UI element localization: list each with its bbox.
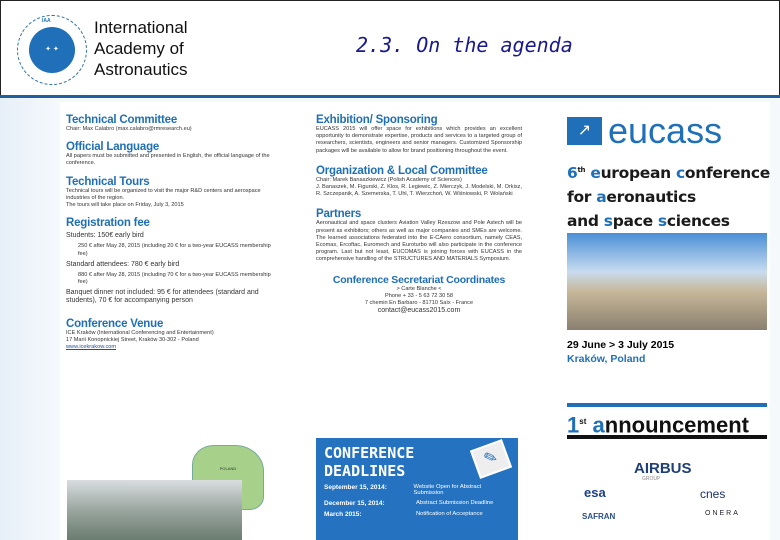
heading-partners: Partners [316, 208, 362, 221]
map-label: POLAND [219, 466, 237, 471]
deadline-text: Notification of Acceptance [416, 511, 483, 517]
esa-logo: esa [584, 485, 606, 500]
t: a [596, 188, 607, 207]
deadline-text: Website Open for Abstract Submission [413, 484, 482, 496]
airbus-group-text: GROUP [642, 476, 661, 482]
tours-date: The tours will take place on Friday, July 3, 2015 [66, 202, 184, 209]
checklist-pencil-icon: ✎ [470, 439, 512, 479]
t: for [567, 188, 597, 207]
slide-title: 2.3. On the agenda [356, 33, 573, 57]
announcement-banner [567, 403, 767, 439]
t: onference [684, 164, 771, 183]
heading-conference-venue: Conference Venue [66, 317, 164, 330]
star-constellation-icon: ✦ ✦ [29, 27, 75, 73]
secretariat-line: > Carte Blanche < [396, 285, 442, 292]
partners-text: Aeronautical and space clusters Aviation Valley Rzeszow and Pole Astech will be present as exhibitors; others as well as major companies and SMEs are welcome. The learned associations federated into the E-CAero consortium, namely CEAS, Ecomas, Ercoftac, Euromech and Euroturbo will also participate in the conference program. Last but not least, EUCOMAS is joining forces with EUCASS in the comprehensive handling of the STRUCTURES AND MATERIALS Symposium. [316, 220, 522, 263]
fee-students-late: 250 € after May 28, 2015 (including 20 € for a two-year EUCASS membership fee) [78, 243, 271, 257]
t: st [579, 417, 587, 426]
deadline-date: September 15, 2014: [324, 484, 387, 491]
deadline-row [324, 511, 510, 518]
heading-technical-committee: Technical Committee [66, 114, 178, 126]
iaa-seal-logo [17, 15, 87, 85]
deadline-date: March 2015: [324, 511, 362, 518]
organization-name [94, 17, 188, 80]
city: Kraków, Poland [567, 353, 646, 365]
deadline-date: December 15, 2014: [324, 500, 385, 507]
t: 6 [567, 164, 578, 183]
deadlines-title: DEADLINES [324, 462, 406, 480]
heading-registration-fee: Registration fee [66, 217, 150, 230]
exhibition-text: EUCASS 2015 will offer space for exhibitions which provides an excellent opportunity to demonstrate expertise, products and services to a targeted group of researchers, scientists, engineers and senior managers. Customized Sponsorship packages will be available to allow for brand positioning throughout the event. [316, 126, 522, 154]
brochure-left-column [66, 114, 281, 351]
t: s [657, 212, 667, 231]
t: th [577, 166, 586, 174]
fee-students: Students: 150€ early bird [66, 232, 144, 240]
eucass-wordmark: eucass [608, 110, 723, 151]
t: and [567, 212, 604, 231]
t: s [603, 212, 613, 231]
heading-official-language: Official Language [66, 141, 160, 154]
t: uropean [600, 164, 676, 183]
t: 1 [567, 412, 580, 438]
secretariat-phone: Phone + 33 - 5 63 72 30 58 [385, 292, 453, 299]
deadlines-title: CONFERENCE [324, 444, 415, 462]
tours-text: Technical tours will be organized to visit the major R&D centers and aerospace industries of the region. [66, 187, 261, 201]
t: a [592, 412, 605, 438]
org-line: Astronautics [94, 60, 188, 79]
deadline-row [324, 500, 510, 507]
date-range: 29 June > 3 July 2015 [567, 339, 675, 351]
org-line: International [94, 18, 188, 37]
safran-logo: SAFRAN [582, 512, 616, 521]
language-text: All papers must be submitted and presented in English, the official language of the conference. [66, 153, 270, 167]
venue-photo [67, 480, 242, 540]
venue-address: 17 Marii Konopnickiej Street, Kraków 30-302 - Poland [66, 337, 199, 344]
deadline-row [324, 484, 510, 496]
krakow-square-photo [567, 233, 767, 330]
chair-text: Chair: Max Calabro (max.calabro@rmresearch.eu) [66, 126, 192, 132]
brochure-middle-column [316, 114, 522, 314]
slide-header [0, 0, 780, 95]
t: e [590, 164, 601, 183]
t: eronautics [606, 188, 696, 207]
conference-dates [567, 338, 674, 366]
organization-members: J. Banaszek, M. Figurski, Z. Klos, R. Legiewic, Z. Mierczyk, J. Modelski, M. Orkisz, R. Szczepanik, A. Szemerska, T. Uhl, T. Wierzchoń, W. Wiśniowski, P. Wolański [316, 184, 522, 198]
deadline-text: Abstract Submission Deadline [416, 500, 494, 506]
secretariat-address: 7 chemin En Barbaro - 81710 Saïx - France [364, 300, 474, 307]
rocket-icon: ↗ [567, 117, 602, 145]
heading-organization: Organization & Local Committee [316, 164, 488, 177]
onera-logo: ONERA [705, 510, 740, 517]
fee-standard: Standard attendees: 780 € early bird [66, 260, 180, 268]
fee-standard-late: 880 € after May 28, 2015 (including 70 € for a two-year EUCASS membership fee) [78, 272, 271, 286]
conference-name [567, 158, 770, 233]
heading-exhibition: Exhibition/ Sponsoring [316, 114, 438, 126]
t: nnouncement [604, 412, 749, 438]
fee-banquet: Banquet dinner not included: 95 € for attendees (standard and students), 70 € for accompanying person [66, 289, 259, 304]
heading-secretariat: Conference Secretariat Coordinates [332, 273, 506, 286]
t: ciences [666, 212, 730, 231]
venue-link[interactable]: www.icekrakow.com [66, 344, 117, 351]
t: c [676, 164, 685, 183]
eucass-logo [567, 110, 723, 151]
t: pace [612, 212, 658, 231]
organization-chair: Chair: Marek Banaszkiewicz (Polish Academy of Sciences) [316, 176, 462, 183]
heading-technical-tours: Technical Tours [66, 175, 150, 188]
airbus-logo: AIRBUS [634, 460, 692, 477]
secretariat-email: contact@eucass2015.com [377, 307, 461, 315]
org-line: Academy of [94, 39, 184, 58]
cnes-logo: cnes [700, 487, 726, 501]
venue-name: ICE Kraków (International Conferencing and Entertainment) [66, 329, 214, 336]
seal-text: IAA [42, 18, 51, 24]
deadlines-box [316, 438, 518, 540]
